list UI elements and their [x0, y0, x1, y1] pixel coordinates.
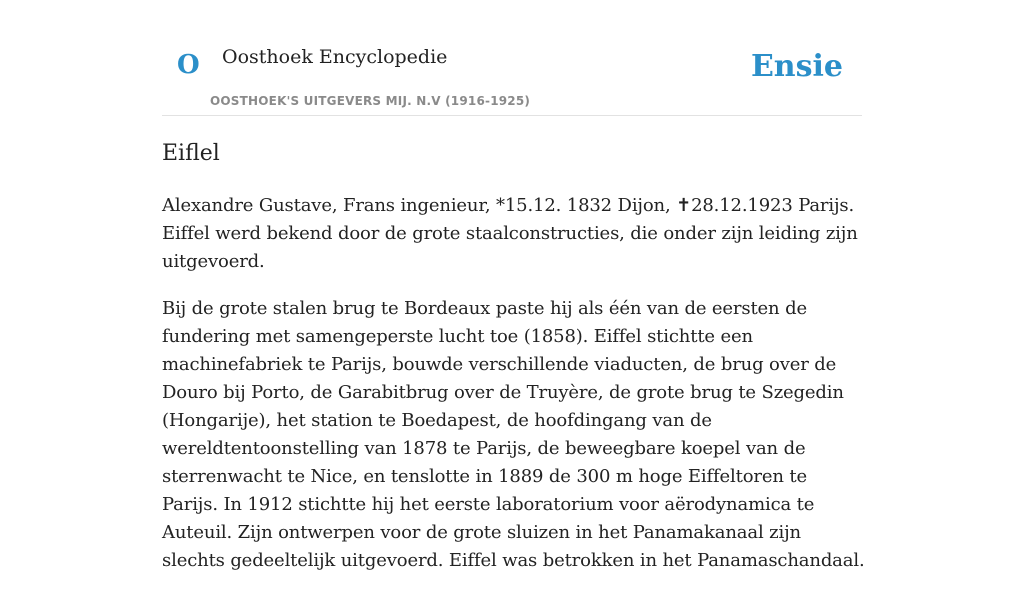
publisher-label: OOSTHOEK'S UITGEVERS MIJ. N.V (1916-1925) [210, 94, 531, 108]
entry-paragraph: Alexandre Gustave, Frans ingenieur, *15.12. 1832 Dijon, ✝28.12.1923 Parijs. Eiffel werd bekend door de grote staalconstructies, die onder zijn leiding zijn uitgevoerd. [162, 195, 858, 272]
ensie-logo-link[interactable]: Ensie [750, 49, 843, 84]
book-title-link[interactable]: Oosthoek Encyclopedie [222, 46, 448, 68]
header [162, 0, 862, 116]
page [162, 0, 865, 571]
entry-title: Eiflel [162, 141, 220, 166]
book-logo-icon[interactable]: O [177, 50, 200, 80]
entry-body [162, 192, 867, 594]
entry-paragraph: Bij de grote stalen brug te Bordeaux paste hij als één van de eersten de fundering met samengeperste lucht toe (1858). Eiffel stichtte een machinefabriek te Parijs, bouwde verschillende viaducten, de brug over de Douro bij Porto, de Garabitbrug over de Truyère, de grote brug te Szegedin (Hongarije), het station te Boedapest, de hoofdingang van de wereldtentoonstelling van 1878 te Parijs, de beweegbare koepel van de sterrenwacht te Nice, en tenslotte in 1889 de 300 m hoge Eiffeltoren te Parijs. In 1912 stichtte hij het eerste laboratorium voor aërodynamica te Auteuil. Zijn ontwerpen voor de grote sluizen in het Panamakanaal zijn slechts gedeeltelijk uitgevoerd. Eiffel was betrokken in het Panamaschandaal. [162, 298, 865, 571]
